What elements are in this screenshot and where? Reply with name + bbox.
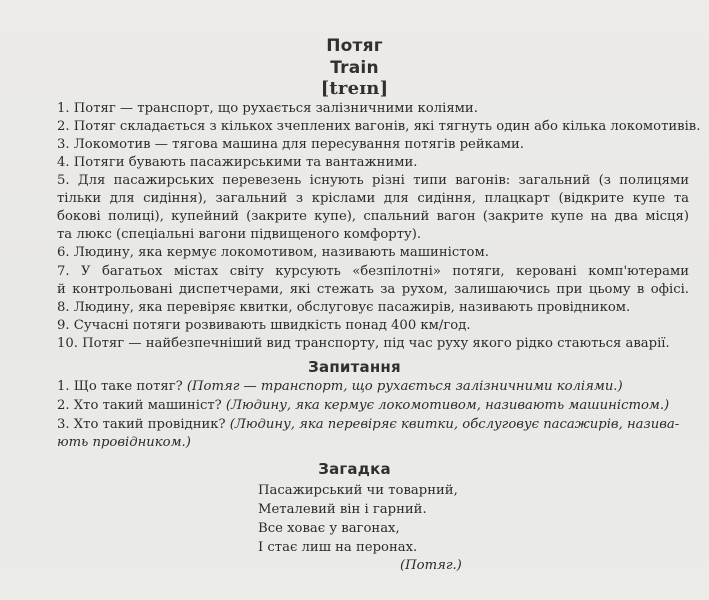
title-ukrainian: Потяг — [326, 36, 383, 56]
fact-line: бокові полиці), купейний (закрите купе), спальний вагон (закрите купе на два місця) — [57, 209, 689, 224]
answer-text: (Потяг — транспорт, що рухається залізничними коліями.) — [186, 379, 623, 394]
question-2 — [57, 397, 669, 415]
riddle-line: Пасажирський чи товарний, — [258, 483, 458, 498]
fact-line: та люкс (спеціальні вагони підвищеного комфорту). — [57, 227, 422, 242]
fact-line: 7. У багатьох містах світу курсують «безпілотні» потяги, керовані комп'ютерами — [57, 264, 689, 279]
fact-line: 6. Людину, яка кермує локомотивом, називають машиністом. — [57, 245, 489, 260]
questions-heading: Запитання — [308, 358, 401, 376]
title-english: Train — [330, 58, 379, 78]
transcription: [treɪn] — [320, 78, 389, 99]
question-1 — [57, 378, 623, 396]
fact-line: й контрольовані диспетчерами, які стежать за рухом, залишаючись при цьому в офісі. — [57, 282, 689, 297]
riddle-line: І стає лиш на перонах. — [258, 540, 418, 555]
fact-line: 3. Локомотив — тягова машина для пересування потягів рейками. — [57, 137, 524, 152]
riddle-heading: Загадка — [318, 460, 391, 478]
fact-line: тільки для сидіння), загальний з кріслами для сидіння, плацкарт (відкрите купе та — [57, 191, 689, 206]
riddle-line: Металевий він і гарний. — [258, 502, 427, 517]
question-text: 2. Хто такий машиніст? — [57, 398, 226, 413]
question-text: 3. Хто такий провідник? — [57, 417, 230, 432]
fact-line: 9. Сучасні потяги розвивають швидкість понад 400 км/год. — [57, 318, 471, 333]
question-text: 1. Що таке потяг? — [57, 379, 187, 394]
fact-line: 8. Людину, яка перевіряє квитки, обслуговує пасажирів, називають провідником. — [57, 300, 631, 315]
fact-line: 1. Потяг — транспорт, що рухається залізничними коліями. — [57, 101, 478, 116]
question-3 — [57, 416, 679, 434]
fact-line: 4. Потяги бувають пасажирськими та вантажними. — [57, 155, 418, 170]
fact-line: 10. Потяг — найбезпечніший вид транспорту, під час руху якого рідко стаються аварії. — [57, 336, 670, 351]
answer-continuation: ють провідником.) — [57, 435, 191, 450]
riddle-line: Все ховає у вагонах, — [258, 521, 400, 536]
fact-line: 2. Потяг складається з кількох зчеплених вагонів, які тягнуть один або кілька локомотивів. — [57, 119, 701, 134]
riddle-answer: (Потяг.) — [400, 558, 462, 573]
fact-line: 5. Для пасажирських перевезень існують різні типи вагонів: загальний (з полицями — [57, 173, 689, 188]
answer-text: (Людину, яка перевіряє квитки, обслуговує пасажирів, назива- — [229, 417, 680, 432]
answer-text: (Людину, яка кермує локомотивом, називають машиністом.) — [225, 398, 670, 413]
